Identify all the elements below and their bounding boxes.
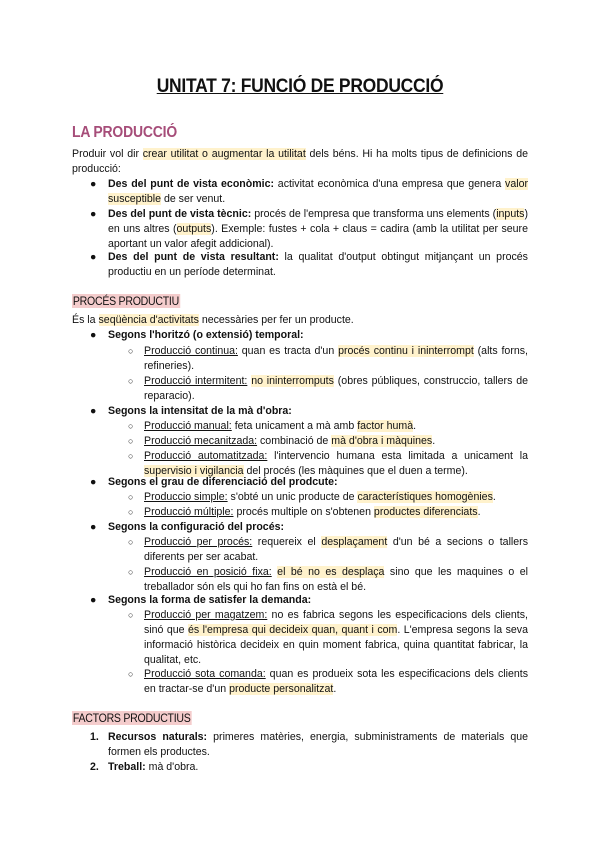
circle-bullet-icon: ○ (128, 507, 134, 517)
bullet-icon: ● (90, 476, 97, 488)
circle-bullet-icon: ○ (128, 436, 134, 446)
group-heading: ● Segons la configuració del procés: (90, 521, 285, 533)
list-item: ○ Producció automatitzada: l'intervencio humana esta limitada a unicament la supervisio i vigilancia del procés (les màquines que el duen a terme). (128, 450, 528, 477)
list-item: ○ Producció per magatzem: no es fabrica segons les especificacions dels clients, sinó que és l'empresa qui decideix quan, quant i com. L'empresa segons la seva informació històrica decideix en quin moment fabrica, quina quantitat fabricar, la qualitat, etc. (128, 609, 528, 666)
circle-bullet-icon: ○ (128, 537, 134, 547)
list-item: ○ Producció mecanitzada: combinació de mà d'obra i màquines. (128, 435, 436, 447)
list-item: ○ Producció per procés: requereix el desplaçament d'un bé a secions o tallers diferents per ser acabat. (128, 536, 528, 563)
group-heading: ● Segons la intensitat de la mà d'obra: (90, 405, 292, 417)
bullet-icon: ● (90, 594, 97, 606)
bullet-icon: ● (90, 251, 97, 263)
list-item: ● Des del punt de vista econòmic: activitat econòmica d'una empresa que genera valor susceptible de ser venut. (90, 178, 529, 205)
list-item: ○ Producció intermitent: no ininterromputs (obres públiques, construccio, tallers de reparacio). (128, 375, 528, 402)
list-item: 1. Recursos naturals: primeres matèries, energia, subministraments de materials que formen els productes. (90, 731, 529, 758)
bullet-icon: ● (90, 178, 97, 190)
list-item: ○ Produccio simple: s'obté un unic producte de característiques homogènies. (128, 491, 496, 503)
group-heading: ● Segons l'horitzó (o extensió) temporal: (90, 329, 304, 341)
document-title: UNITAT 7: FUNCIÓ DE PRODUCCIÓ (156, 76, 444, 97)
list-item: ● Des del punt de vista resultant: la qualitat d'output obtingut mitjançant un procés productiu en un període determinat. (90, 251, 528, 278)
circle-bullet-icon: ○ (128, 451, 134, 461)
section-heading-factors-productius: FACTORS PRODUCTIUS (72, 711, 191, 725)
list-item: ○ Producció múltiple: procés multiple on s'obtenen productes diferenciats. (128, 506, 481, 518)
bullet-icon: ● (90, 521, 97, 533)
section-heading-proces-productiu: PROCÉS PRODUCTIU (72, 294, 179, 308)
circle-bullet-icon: ○ (128, 346, 134, 356)
group-heading: ● Segons la forma de satisfer la demanda: (90, 594, 312, 606)
list-item: ○ Producció sota comanda: quan es produeix sota les especificacions dels clients en tractar-se d'un producte personalitzat. (128, 668, 528, 695)
circle-bullet-icon: ○ (128, 376, 134, 386)
bullet-icon: ● (90, 208, 97, 220)
circle-bullet-icon: ○ (128, 567, 134, 577)
list-item: ● Des del punt de vista tècnic: procés de l'empresa que transforma uns elements (inputs) en uns altres (outputs). Exemple: fustes + cola + claus = cadira (amb la utilitat per seure aportant un valor afegit addicional). (90, 208, 528, 250)
list-item: ○ Producció en posició fixa: el bé no es desplaça sino que les maquines o el treballador són els qui ho fan fins on està el bé. (128, 566, 528, 593)
list-item: ○ Producció manual: feta unicament a mà amb factor humà. (128, 420, 417, 432)
list-item: ○ Producció continua: quan es tracta d'un procés continu i ininterrompt (alts forns, refineries). (128, 345, 528, 372)
list-item: 2. Treball: mà d'obra. (90, 761, 199, 773)
circle-bullet-icon: ○ (128, 610, 134, 620)
section2-intro: És la seqüència d'activitats necessàries per fer un producte. (72, 314, 354, 326)
bullet-icon: ● (90, 329, 97, 341)
section1-intro: Produir vol dir crear utilitat o augmentar la utilitat dels béns. Hi ha molts tipus de definicions de producció: (72, 148, 529, 175)
circle-bullet-icon: ○ (128, 492, 134, 502)
circle-bullet-icon: ○ (128, 669, 134, 679)
bullet-icon: ● (90, 405, 97, 417)
section-heading-produccio: LA PRODUCCIÓ (72, 124, 178, 141)
group-heading: ● Segons el grau de diferenciació del prodcute: (90, 476, 338, 488)
circle-bullet-icon: ○ (128, 421, 134, 431)
